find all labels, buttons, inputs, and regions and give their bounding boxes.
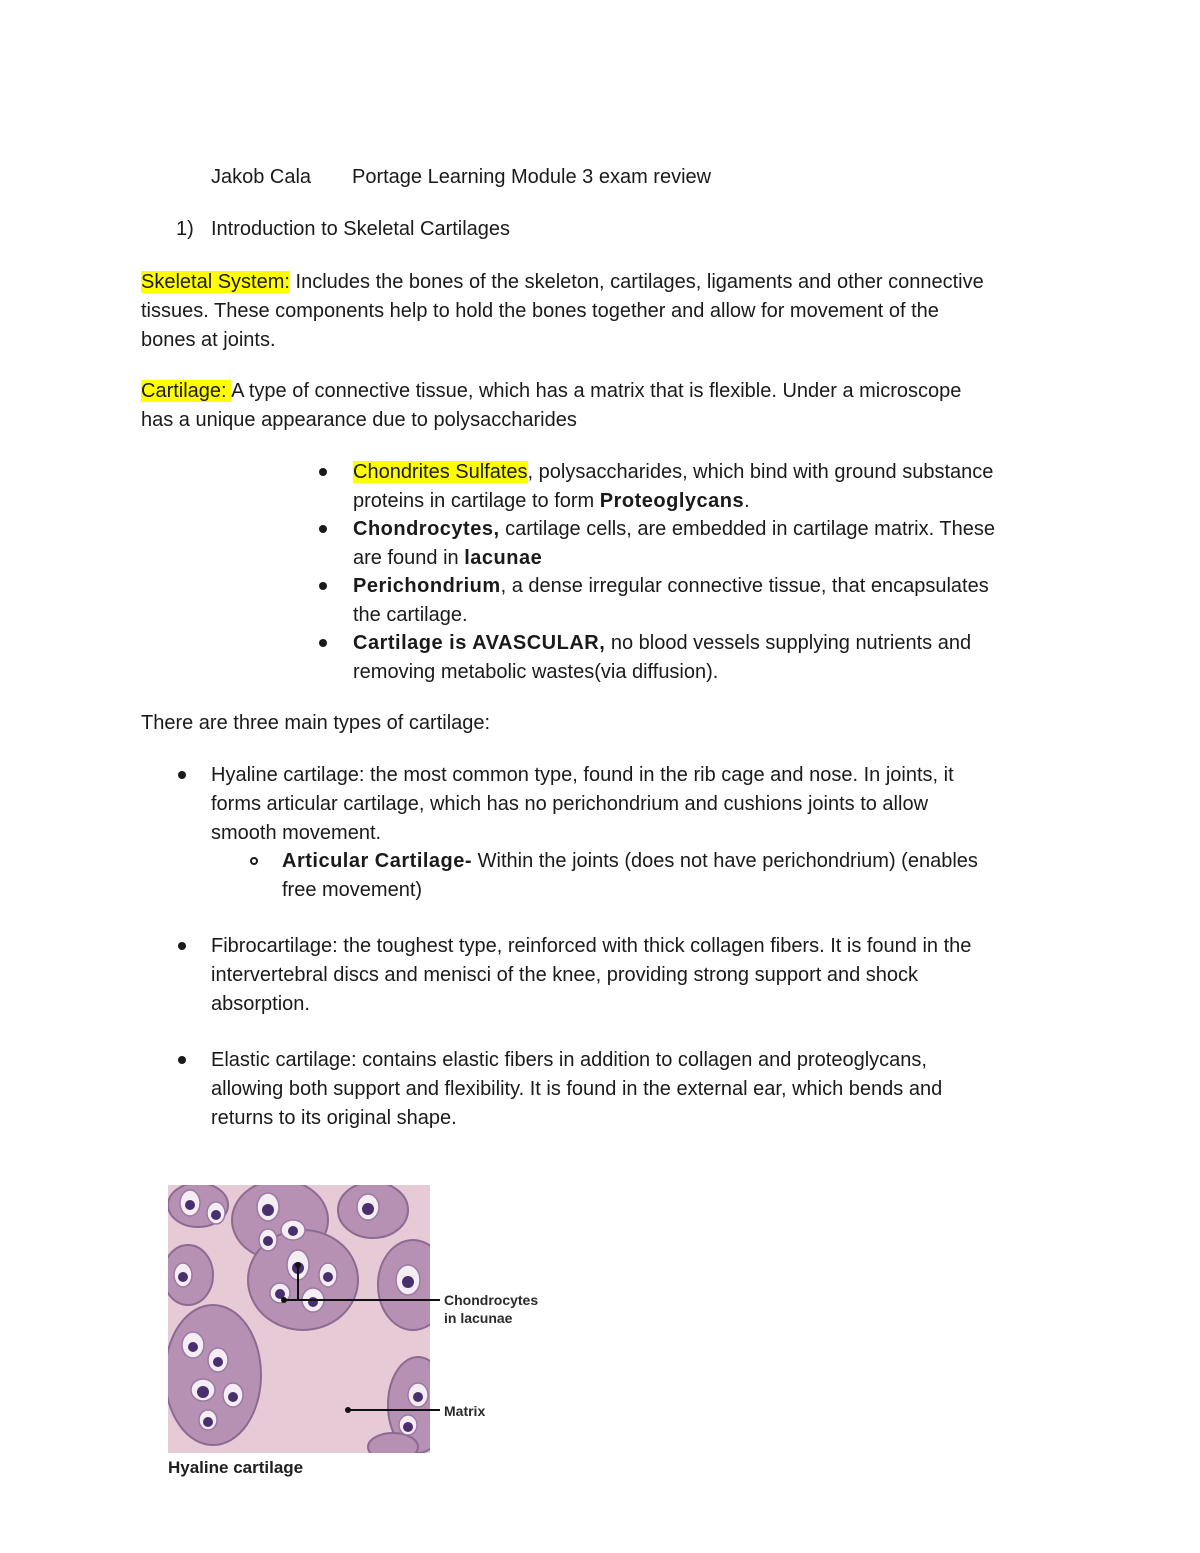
fibro-line-1: Fibrocartilage: the toughest type, reinforced with thick collagen fibers. It is found in the bbox=[211, 935, 972, 957]
fibro-line-3: absorption. bbox=[211, 993, 310, 1015]
hyaline-line-1: Hyaline cartilage: the most common type, found in the rib cage and nose. In joints, it bbox=[211, 764, 954, 786]
bullet-icon bbox=[178, 1056, 186, 1064]
bullet-icon bbox=[319, 582, 327, 590]
label-matrix: Matrix bbox=[444, 1403, 486, 1419]
skeletal-system-line-1: Skeletal System: Includes the bones of the skeleton, cartilages, ligaments and other connective bbox=[141, 271, 984, 293]
chondrocytes-line-1: Chondrocytes, cartilage cells, are embedded in cartilage matrix. These bbox=[353, 518, 995, 540]
articular-line-2: free movement) bbox=[282, 879, 423, 901]
cartilage-line-1: Cartilage: A type of connective tissue, which has a matrix that is flexible. Under a microscope bbox=[141, 380, 962, 402]
hyaline-line-2: forms articular cartilage, which has no perichondrium and cushions joints to allow bbox=[211, 793, 929, 815]
micrograph-illustration bbox=[168, 1185, 430, 1453]
bullet-icon bbox=[319, 525, 327, 533]
sub-bullet-icon bbox=[250, 857, 258, 865]
skeletal-system-line-2: tissues. These components help to hold the bones together and allow for movement of the bbox=[141, 300, 939, 322]
avascular-line-2: removing metabolic wastes(via diffusion). bbox=[353, 661, 719, 683]
pointer-lines bbox=[430, 1295, 442, 1435]
bullet-icon bbox=[178, 771, 186, 779]
elastic-line-2: allowing both support and flexibility. It is found in the external ear, which bends and bbox=[211, 1078, 943, 1100]
section-number: 1) bbox=[176, 218, 194, 240]
avascular-line-1: Cartilage is AVASCULAR, no blood vessels supplying nutrients and bbox=[353, 632, 972, 654]
elastic-line-3: returns to its original shape. bbox=[211, 1107, 457, 1129]
cartilage-term: Cartilage: bbox=[141, 380, 232, 402]
bullet-icon bbox=[178, 942, 186, 950]
author-name: Jakob Cala bbox=[211, 166, 312, 188]
elastic-line-1: Elastic cartilage: contains elastic fibers in addition to collagen and proteoglycans, bbox=[211, 1049, 927, 1071]
fibro-line-2: intervertebral discs and menisci of the knee, providing strong support and shock bbox=[211, 964, 919, 986]
cartilage-line-2: has a unique appearance due to polysaccharides bbox=[141, 409, 577, 431]
perichondrium-line-1: Perichondrium, a dense irregular connective tissue, that encapsulates bbox=[353, 575, 989, 597]
document-title: Portage Learning Module 3 exam review bbox=[352, 166, 712, 188]
skeletal-system-line-3: bones at joints. bbox=[141, 329, 276, 351]
figure-caption: Hyaline cartilage bbox=[168, 1458, 304, 1477]
skeletal-system-term: Skeletal System: bbox=[141, 271, 290, 293]
bullet-icon bbox=[319, 468, 327, 476]
articular-line-1: Articular Cartilage- Within the joints (does not have perichondrium) (enables bbox=[282, 850, 978, 872]
hyaline-line-3: smooth movement. bbox=[211, 822, 382, 844]
chondrites-line-2: proteins in cartilage to form Proteoglycans. bbox=[353, 490, 750, 512]
perichondrium-line-2: the cartilage. bbox=[353, 604, 468, 626]
types-intro: There are three main types of cartilage: bbox=[141, 712, 491, 734]
chondrites-line-1: Chondrites Sulfates, polysaccharides, which bind with ground substance bbox=[353, 461, 994, 483]
bullet-icon bbox=[319, 639, 327, 647]
section-heading: Introduction to Skeletal Cartilages bbox=[211, 218, 511, 240]
chondrocytes-line-2: are found in lacunae bbox=[353, 547, 543, 569]
label-chondrocytes: Chondrocytes in lacunae bbox=[444, 1292, 539, 1326]
hyaline-cartilage-micrograph bbox=[168, 1185, 430, 1453]
